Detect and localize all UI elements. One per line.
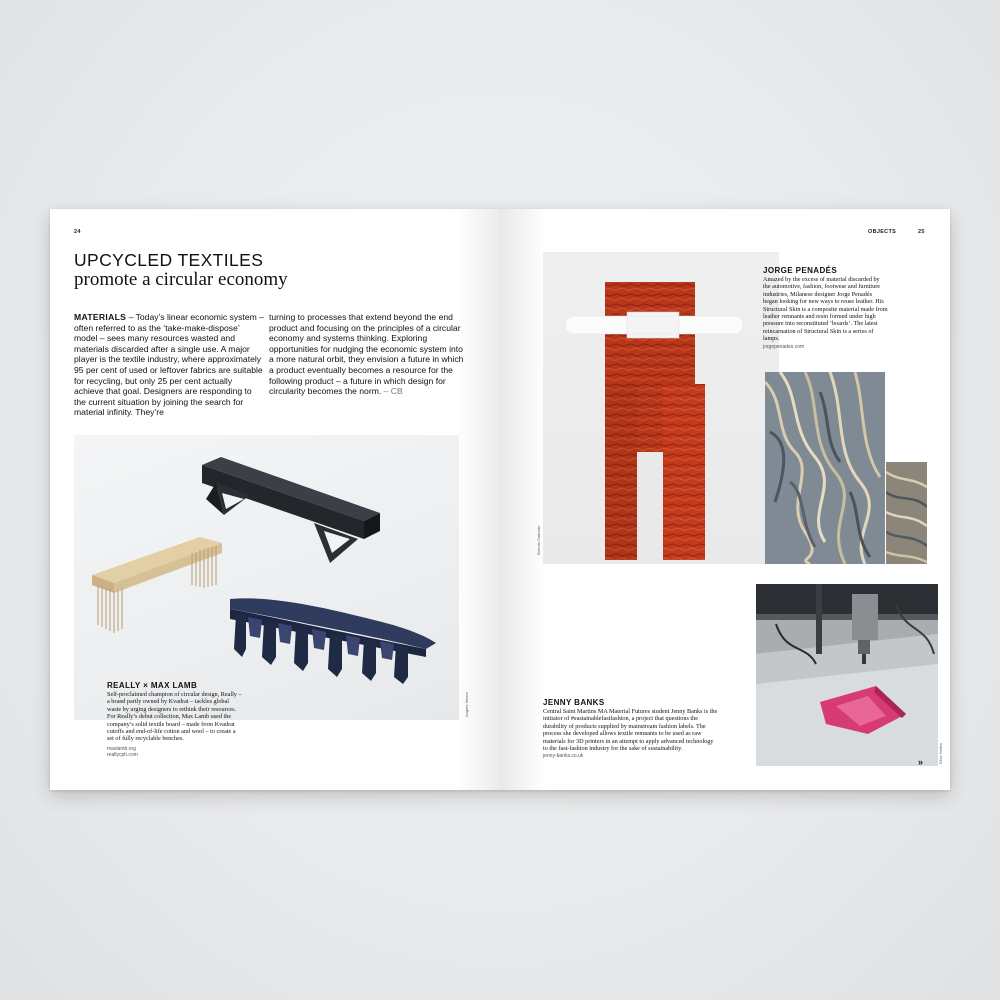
caption-link-2[interactable]: reallycph.com [107, 751, 138, 758]
structural-skin-detail-photo [886, 462, 927, 564]
marble-texture [765, 372, 885, 564]
lead-label: MATERIALS [74, 312, 127, 322]
body-column-1 [74, 312, 264, 418]
body-text-1: – Today’s linear economic system – often referred to as the ‘take-make-dispose’ model – sees many resources wasted and materials discarded after a single use. A major player is the textile industry, where approximately 95 per cent of used or leftover fabrics are suitable for recycling, but only 25 per cent actually achieve that goal. Designers are responding to the current situation by joining the search for material infinity. They’re [74, 312, 264, 418]
next-page-arrow-icon[interactable]: » [918, 757, 924, 767]
caption-jenny-banks [543, 698, 719, 759]
printer-illustration [756, 584, 938, 766]
3d-printer-photo [756, 584, 938, 766]
lamp-illustration [543, 252, 779, 564]
headline-title: UPCYCLED TEXTILES [74, 250, 264, 270]
caption-link-1[interactable]: maxlamb.org [107, 745, 136, 752]
caption-link[interactable]: jenny-banks.co.uk [543, 753, 584, 760]
section-label: OBJECTS [868, 229, 897, 235]
leather-lamp-photo [543, 252, 779, 564]
photo-credit-printer: Elise Hallen [938, 742, 943, 764]
page-number-right: 25 [918, 229, 925, 235]
structural-skin-texture-photo [765, 372, 885, 564]
headline-subtitle: promote a circular economy [74, 269, 288, 290]
photo-credit-benches: Angela Moore [464, 692, 469, 717]
left-page [50, 209, 500, 790]
caption-title: JORGE PENADÉS [763, 266, 838, 275]
photo-credit-lamp: Brenda Gaitrade [536, 525, 541, 555]
caption-body: Central Saint Martins MA Material Futures student Jenny Banks is the initiator of #sustainablefastfashion, a project that questions the durability of products supplied by mainstream fashion labels. The process she developed allows textile remnants to be used as raw materials for 3D printers in an attempt to apply advanced technology to the fast-fashion industry for the sake of sustainability. [543, 708, 718, 753]
caption-title: JENNY BANKS [543, 698, 605, 707]
page-number-left: 24 [74, 229, 81, 235]
body-column-2 [269, 312, 469, 397]
body-text-2: turning to processes that extend beyond the end product and focusing on the principles of a circular economy and systems thinking. Exploring opportunities for nudging the economic system into a more natural orbit, they envision a future in which a product eventually becomes a resource for the following product – a future in which design for circularity becomes the norm. [269, 312, 464, 397]
caption-body: Amazed by the excess of material discarded by the automotive, fashion, footwear and furniture industries, Milanese designer Jorge Penadés began looking for new ways to reuse leather. His Structural Skin is a composite material made from leather remnants and resin formed under high pressure into reconstituted ‘boards’. The latest reincarnation of Structural Skin is a series of lamps. [763, 276, 888, 343]
caption-jorge-penades [763, 266, 888, 350]
caption-title: REALLY × MAX LAMB [107, 681, 198, 690]
marble-detail [886, 462, 927, 564]
author-signoff: – CB [383, 386, 403, 397]
article-headline [74, 250, 288, 290]
benches-photo [74, 435, 459, 720]
caption-link[interactable]: jorgepenades.com [763, 343, 805, 350]
caption-really-max-lamb [107, 681, 242, 758]
right-page [500, 209, 950, 790]
benches-illustration [74, 435, 459, 720]
magazine-spread [50, 209, 950, 790]
caption-body: Self-proclaimed champion of circular design, Really – a brand partly owned by Kvadrat – tackles global waste by urging designers to rethink their resources. For Really’s debut collection, Max Lamb used the company’s solid textile board – made from Kvadrat cutoffs and end-of-life cotton and wool – to create a set of fully recyclable benches. [107, 691, 242, 743]
